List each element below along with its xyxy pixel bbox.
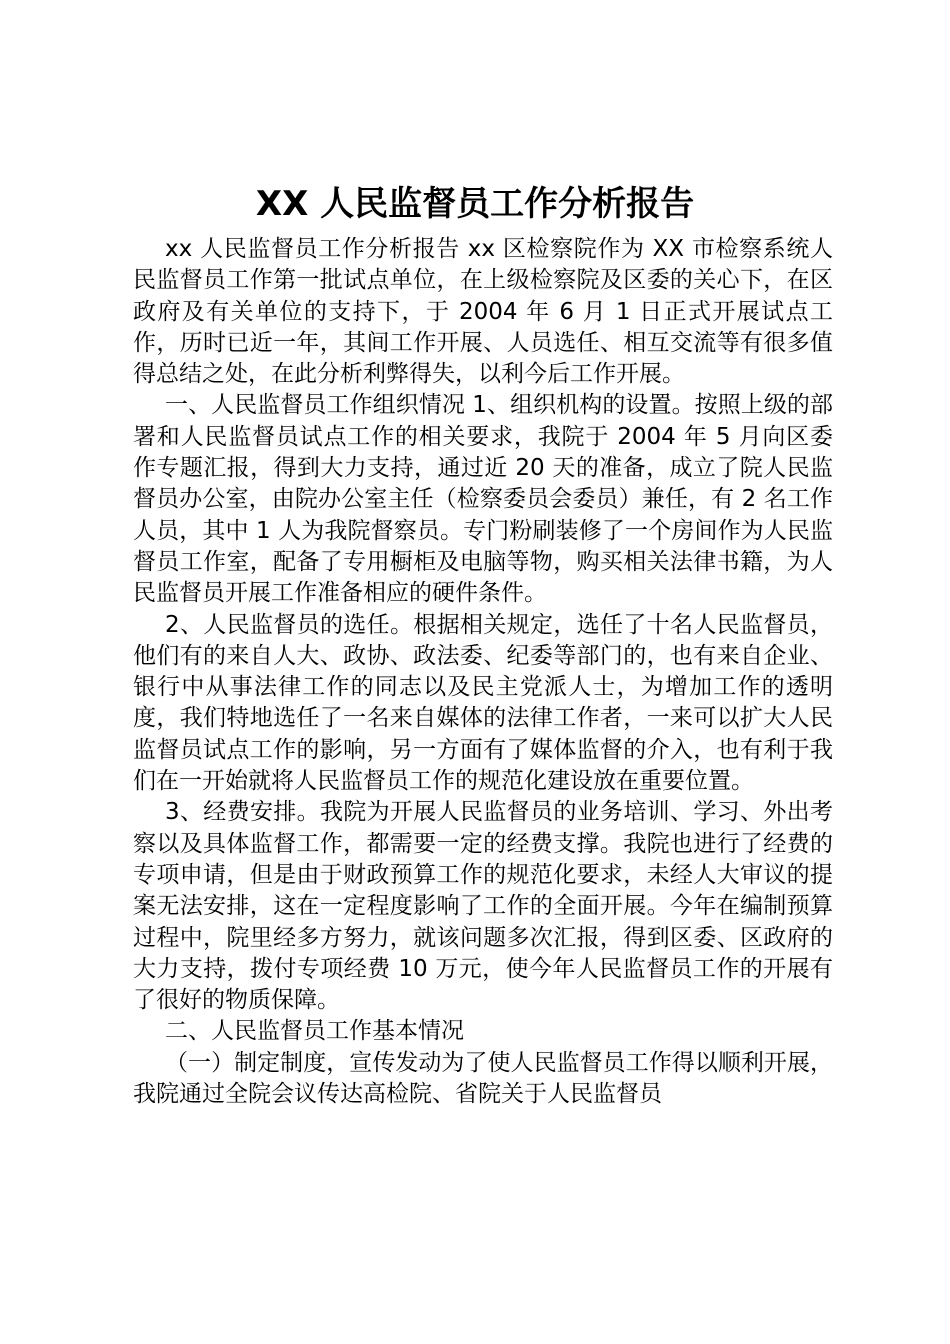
section-heading-basic-situation: 二、人民监督员工作基本情况 [165,1018,464,1045]
paragraph-funding: 3、经费安排。我院为开展人民监督员的业务培训、学习、外出考察以及具体监督工作，都需要一定的经费支撑。我院也进行了经费的专项申请，但是由于财政预算工作的规范化要求，未经人大审议的提案无法安排，这在一定程度影响了工作的全面开展。今年在编制预算过程中，院里经多方努力，就该问题多次汇报，得到区委、区政府的大力支持，拨付专项经费 10 万元，使今年人民监督员工作的开展有了很好的物质保障。 [133,799,833,1014]
document-title: XX 人民监督员工作分析报告 [255,184,695,224]
paragraph-intro: xx 人民监督员工作分析报告 xx 区检察院作为 XX 市检察系统人民监督员工作第一批试点单位，在上级检察院及区委的关心下，在区政府及有关单位的支持下，于 2004 年 6 月 1 日正式开展试点工作，历时已近一年，其间工作开展、人员选任、相互交流等有很多值得总结之处，在此分析利弊得失，以利今后工作开展。 [133,236,833,388]
paragraph-organization: 一、人民监督员工作组织情况 1、组织机构的设置。按照上级的部署和人民监督员试点工作的相关要求，我院于 2004 年 5 月向区委作专题汇报，得到大力支持，通过近 20 天的准备，成立了院人民监督员办公室，由院办公室主任（检察委员会委员）兼任，有 2 名工作人员，其中 1 人为我院督察员。专门粉刷装修了一个房间作为人民监督员工作室，配备了专用橱柜及电脑等物，购买相关法律书籍，为人民监督员开展工作准备相应的硬件条件。 [133,392,833,607]
document-body [133,234,833,1110]
paragraph-regulations: （一）制定制度，宣传发动为了使人民监督员工作得以顺利开展，我院通过全院会议传达高检院、省院关于人民监督员 [133,1049,833,1108]
paragraph-selection: 2、人民监督员的选任。根据相关规定，选任了十名人民监督员，他们有的来自人大、政协、政法委、纪委等部门的，也有来自企业、银行中从事法律工作的同志以及民主党派人士，为增加工作的透明度，我们特地选任了一名来自媒体的法律工作者，一来可以扩大人民监督员试点工作的影响，另一方面有了媒体监督的介入，也有利于我们在一开始就将人民监督员工作的规范化建设放在重要位置。 [133,611,833,795]
